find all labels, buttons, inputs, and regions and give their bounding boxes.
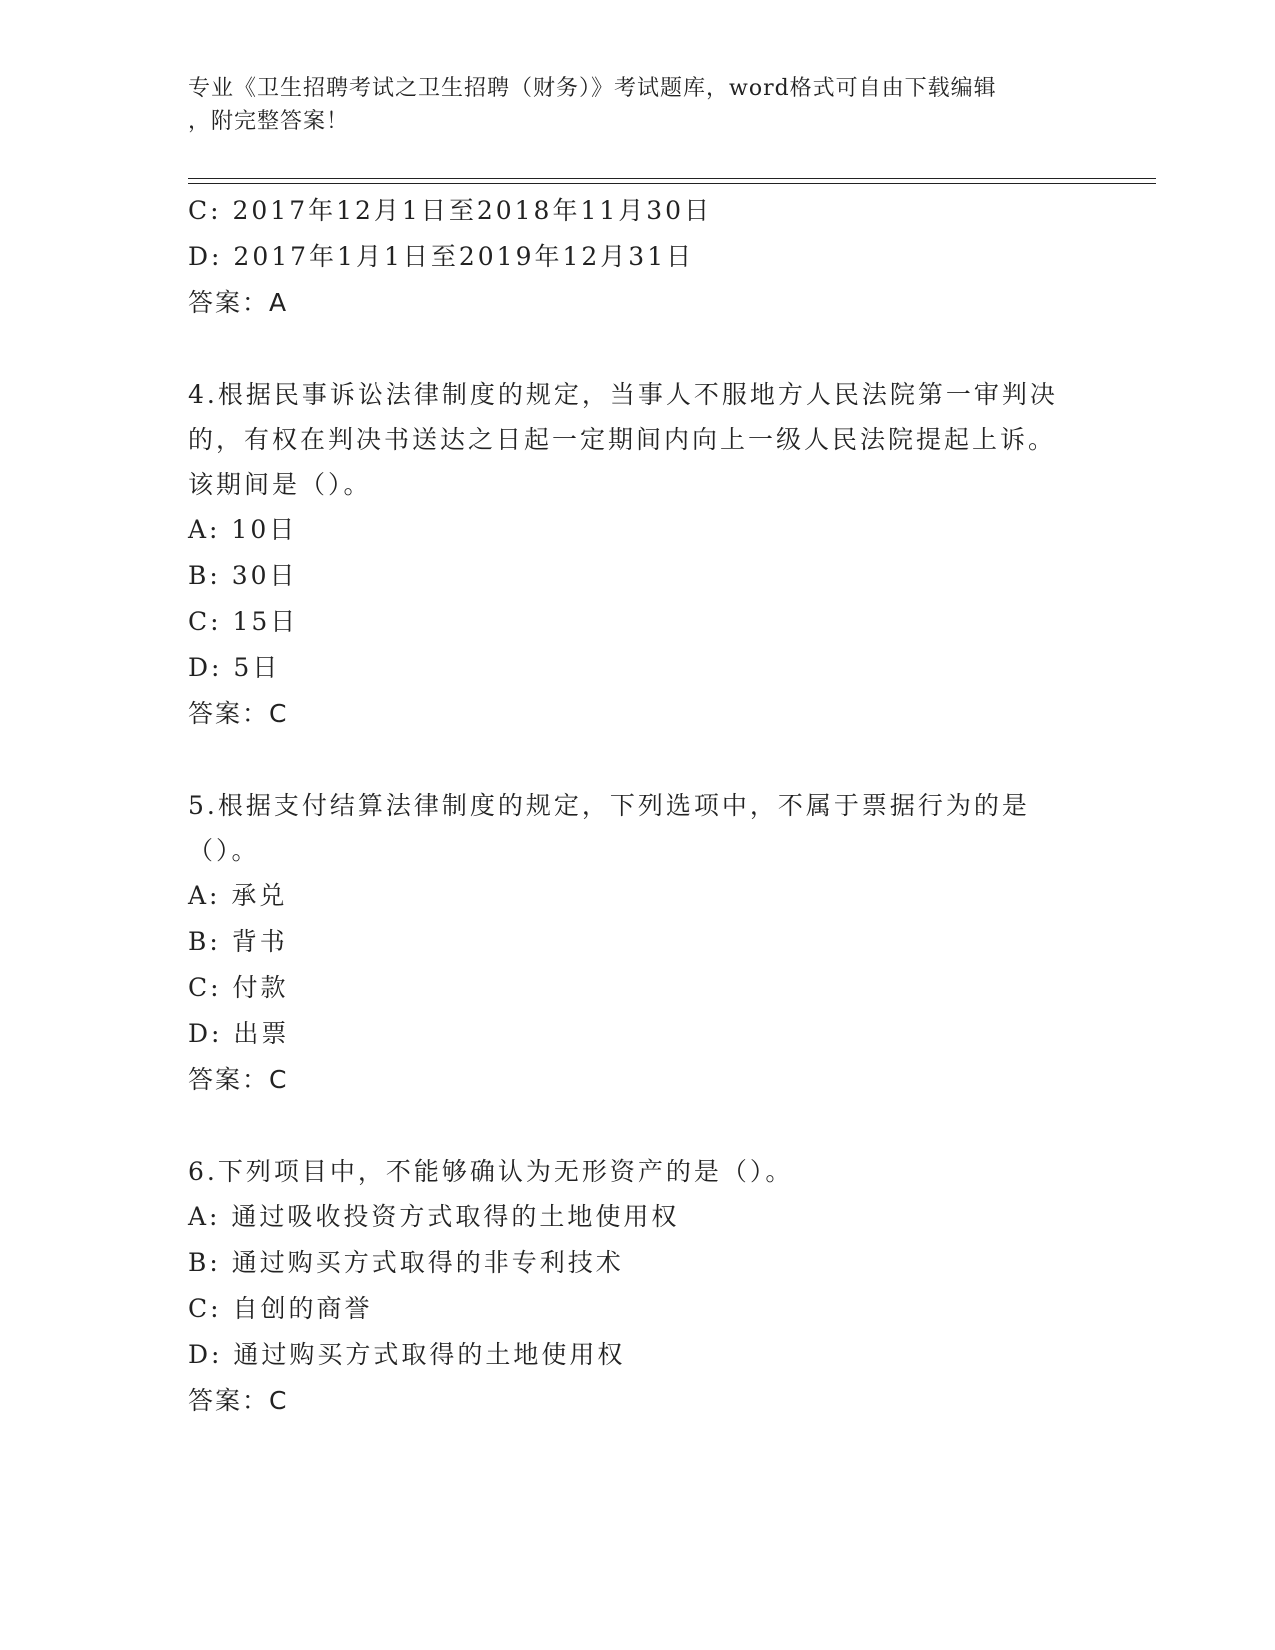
question-block-6 <box>188 1149 1068 1424</box>
option-b: B: 通过购买方式取得的非专利技术 <box>188 1248 624 1277</box>
option-a: A: 通过吸收投资方式取得的土地使用权 <box>188 1202 680 1231</box>
option-c: C: 15日 <box>188 607 299 636</box>
question-block-4 <box>188 372 1068 737</box>
option-d: D: 出票 <box>188 1019 290 1048</box>
header-line-2: ，附完整答案！ <box>188 109 350 134</box>
answer-label: 答案：C <box>188 1386 289 1415</box>
spacer <box>188 1103 1068 1149</box>
header-divider-top <box>188 178 1156 179</box>
page-header <box>188 72 1088 138</box>
question-block-5 <box>188 783 1068 1103</box>
answer-label: 答案：A <box>188 288 289 317</box>
spacer <box>188 737 1068 783</box>
option-c: C: 2017年12月1日至2018年11月30日 <box>188 196 713 225</box>
option-b: B: 背书 <box>188 927 288 956</box>
question-block-prev <box>188 188 1068 326</box>
option-c: C: 付款 <box>188 973 289 1002</box>
answer-label: 答案：C <box>188 1065 289 1094</box>
spacer <box>188 326 1068 372</box>
option-d: D: 5日 <box>188 653 281 682</box>
option-d: D: 通过购买方式取得的土地使用权 <box>188 1340 626 1369</box>
option-a: A: 承兑 <box>188 881 288 910</box>
question-list <box>188 188 1068 1424</box>
header-line-1: 专业《卫生招聘考试之卫生招聘（财务）》考试题库，word格式可自由下载编辑 <box>188 76 997 101</box>
question-text: 5.根据支付结算法律制度的规定，下列选项中，不属于票据行为的是（）。 <box>188 791 1030 865</box>
option-d: D: 2017年1月1日至2019年12月31日 <box>188 242 695 271</box>
header-divider-bottom <box>188 183 1156 184</box>
answer-label: 答案：C <box>188 699 289 728</box>
option-b: B: 30日 <box>188 561 298 590</box>
question-text: 6.下列项目中，不能够确认为无形资产的是（）。 <box>188 1157 794 1186</box>
option-c: C: 自创的商誉 <box>188 1294 373 1323</box>
question-text: 4.根据民事诉讼法律制度的规定，当事人不服地方人民法院第一审判决的，有权在判决书送达之日起一定期间内向上一级人民法院提起上诉。该期间是（）。 <box>188 380 1058 499</box>
option-a: A: 10日 <box>188 515 298 544</box>
